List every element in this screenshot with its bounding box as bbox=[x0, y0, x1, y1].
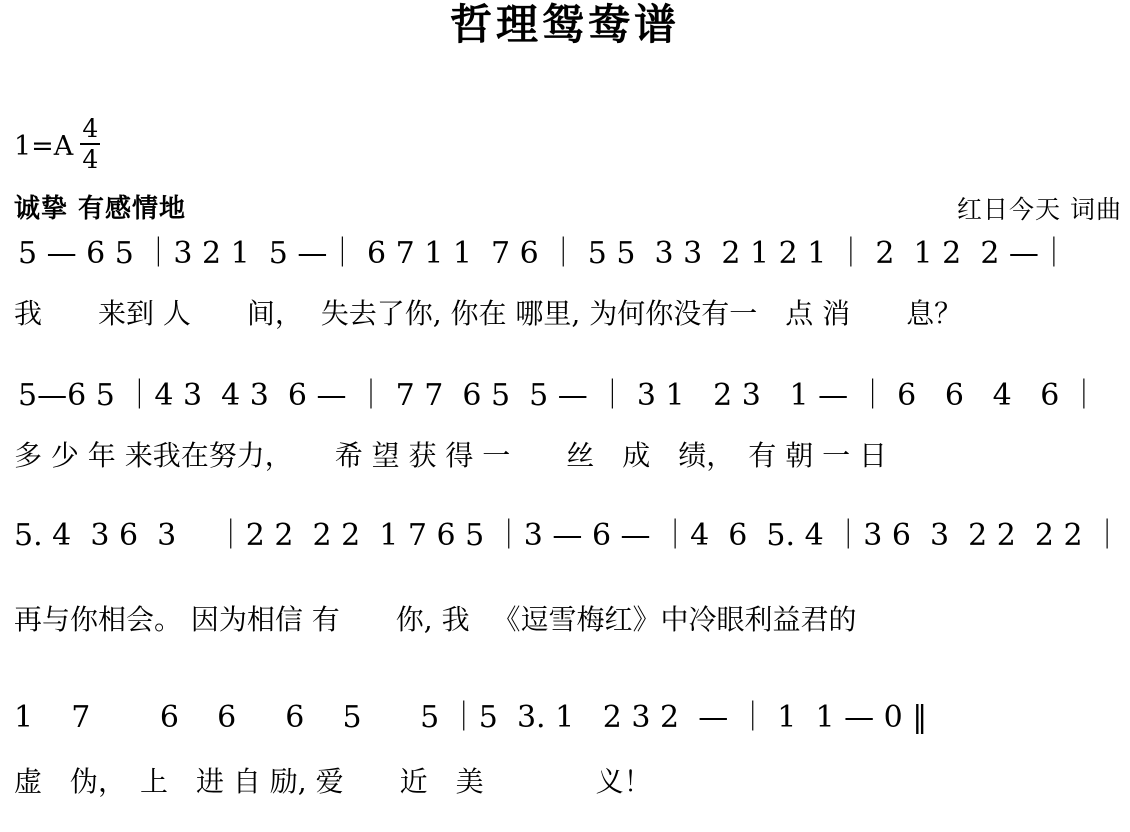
time-signature bbox=[79, 116, 101, 172]
page-title: 哲理鸳鸯谱 bbox=[449, 0, 680, 49]
notation-line-4: 1 7 6 6 6 5 5 ｜5 3. 1 2 3 2 — ｜ 1 1 — 0 ‖ bbox=[14, 700, 928, 735]
expression-marking: 诚挚 有感情地 bbox=[14, 194, 187, 224]
time-signature-denominator: 4 bbox=[82, 145, 99, 174]
composer-credit: 红日今天 词曲 bbox=[957, 195, 1122, 224]
lyrics-line-4: 虚 伪， 上 进 自 励, 爱 近 美 义！ bbox=[14, 765, 652, 798]
lyrics-line-3: 再与你相会。 因为相信 有 你, 我 《逗雪梅红》中冷眼利益君的 bbox=[14, 603, 857, 636]
notation-line-3: 5. 4 3 6 3 ｜2 2 2 2 1 7 6 5 ｜3 — 6 — ｜4 6 5. 4 ｜3 6 3 2 2 2 2 ｜ bbox=[14, 518, 1123, 553]
lyrics-line-2: 多 少 年 来我在努力， 希 望 获 得 一 丝 成 绩， 有 朝 一 日 bbox=[14, 439, 888, 472]
lyrics-line-1: 我 来到 人 间， 失去了你, 你在 哪里, 为何你没有一 点 消 息？ bbox=[14, 297, 963, 330]
key-signature-text: 1=A bbox=[14, 130, 74, 162]
time-signature-numerator: 4 bbox=[82, 114, 99, 143]
key-signature bbox=[14, 114, 101, 174]
notation-line-2: 5—6 5 ｜4 3 4 3 6 — ｜ 7 7 6 5 5 — ｜ 3 1 2 3 1 — ｜ 6 6 4 6 ｜ bbox=[18, 378, 1099, 413]
notation-line-1: 5 — 6 5 ｜3 2 1 5 —｜ 6 7 1 1 7 6 ｜ 5 5 3 3 2 1 2 1 ｜ 2 1 2 2 —｜ bbox=[18, 236, 1069, 271]
